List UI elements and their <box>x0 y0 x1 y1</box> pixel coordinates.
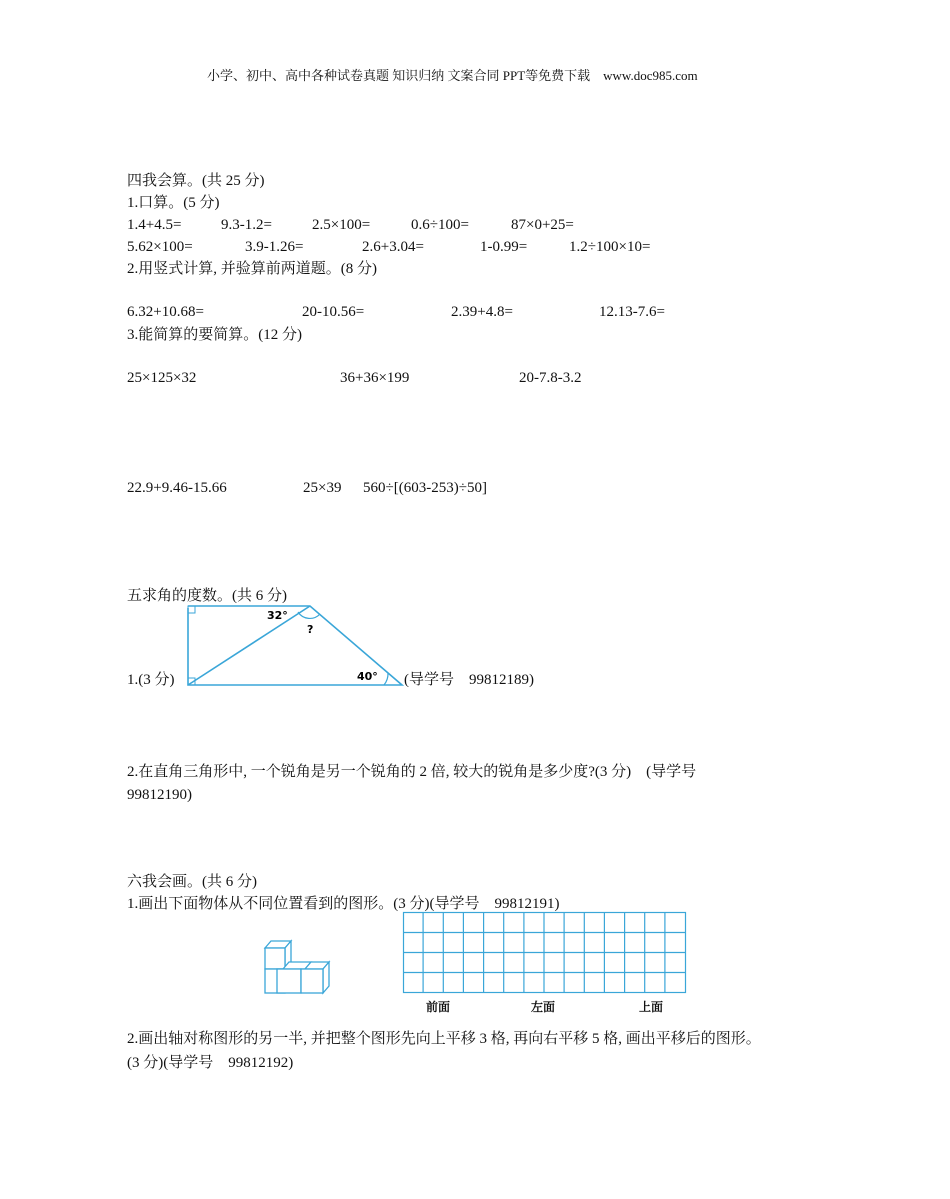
oral-calc-item: 9.3-1.2= <box>221 217 272 233</box>
simplify-item: 36+36×199 <box>340 370 410 386</box>
grid-label-front: 前面 <box>426 1000 451 1014</box>
oral-calc-item: 0.6÷100= <box>411 217 469 233</box>
q6-2-line2: (3 分)(导学号 99812192) <box>127 1055 294 1071</box>
simplify-item: 25×125×32 <box>127 370 197 386</box>
q6-2-line1: 2.画出轴对称图形的另一半, 并把整个图形先向上平移 3 格, 再向右平移 5 格, 画出平移后的图形。 <box>127 1031 761 1047</box>
section-4-title: 四我会算。(共 25 分) <box>127 173 265 189</box>
q4-3-title: 3.能简算的要简算。(12 分) <box>127 327 302 343</box>
q5-1-guide-number: (导学号 99812189) <box>404 672 534 688</box>
angle-40-label: 40° <box>357 670 378 683</box>
grid-label-left: 左面 <box>531 1000 556 1014</box>
vertical-calc-item: 6.32+10.68= <box>127 304 204 320</box>
angle-unknown-label: ? <box>307 623 314 636</box>
vertical-calc-item: 20-10.56= <box>302 304 365 320</box>
oral-calc-item: 5.62×100= <box>127 239 193 255</box>
q6-1-text: 1.画出下面物体从不同位置看到的图形。(3 分)(导学号 99812191) <box>127 896 560 912</box>
cube-figure <box>263 938 333 998</box>
page-header: 小学、初中、高中各种试卷真题 知识归纳 文案合同 PPT等免费下载 www.doc985.com <box>207 68 698 83</box>
section-6-title: 六我会画。(共 6 分) <box>127 874 257 890</box>
angle-figure <box>180 600 410 690</box>
section-5-title: 五求角的度数。(共 6 分) <box>127 588 287 604</box>
simplify-item: 22.9+9.46-15.66 <box>127 480 227 496</box>
oral-calc-item: 2.6+3.04= <box>362 239 424 255</box>
oral-calc-item: 2.5×100= <box>312 217 371 233</box>
oral-calc-item: 1.2÷100×10= <box>569 239 651 255</box>
oral-calc-item: 1-0.99= <box>480 239 528 255</box>
simplify-item: 25×39 <box>303 480 342 496</box>
vertical-calc-item: 12.13-7.6= <box>599 304 665 320</box>
vertical-calc-item: 2.39+4.8= <box>451 304 513 320</box>
q4-1-title: 1.口算。(5 分) <box>127 195 220 211</box>
oral-calc-item: 87×0+25= <box>511 217 574 233</box>
oral-calc-item: 3.9-1.26= <box>245 239 304 255</box>
grid-label-top: 上面 <box>639 1000 664 1014</box>
q5-2-line2: 99812190) <box>127 787 192 803</box>
oral-calc-item: 1.4+4.5= <box>127 217 182 233</box>
simplify-item: 560÷[(603-253)÷50] <box>363 480 487 496</box>
drawing-grid <box>403 912 687 997</box>
q5-1-label: 1.(3 分) <box>127 672 175 688</box>
q4-2-title: 2.用竖式计算, 并验算前两道题。(8 分) <box>127 261 377 277</box>
simplify-item: 20-7.8-3.2 <box>519 370 582 386</box>
angle-32-label: 32° <box>267 609 288 622</box>
q5-2-line1: 2.在直角三角形中, 一个锐角是另一个锐角的 2 倍, 较大的锐角是多少度?(3 分) (导学号 <box>127 764 697 780</box>
